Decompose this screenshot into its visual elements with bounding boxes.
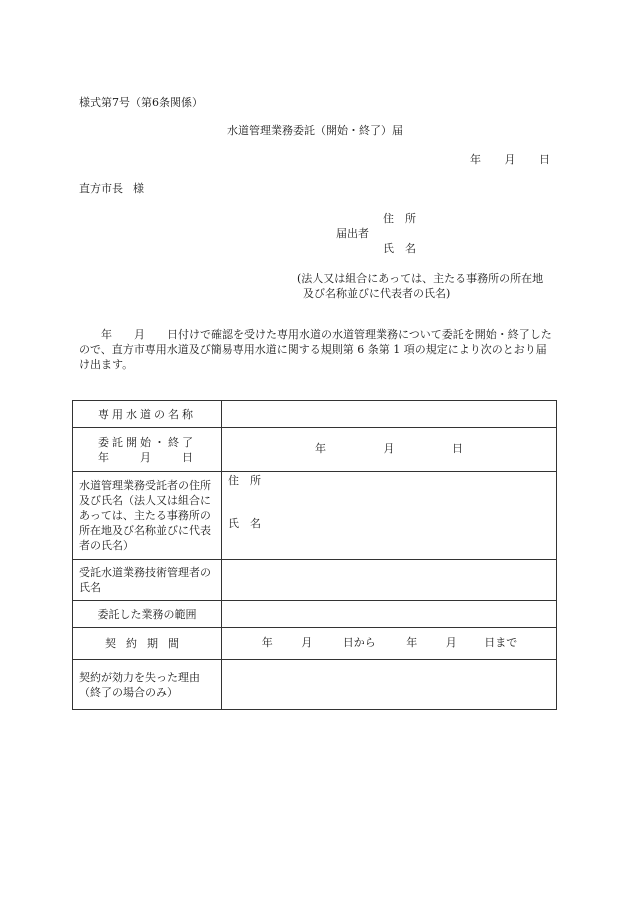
label-contract-period: 契約期間 xyxy=(73,628,222,660)
notifier-address-label: 住 所 xyxy=(383,212,416,225)
row-termination-reason xyxy=(73,660,557,710)
value-waterworks-name[interactable] xyxy=(222,401,557,428)
period-to-year: 年 xyxy=(406,636,418,650)
label-technical-manager: 受託水道業務技術管理者の氏名 xyxy=(73,560,222,601)
form-number: 様式第7号（第6条関係） xyxy=(79,96,203,109)
notifier-label: 届出者 xyxy=(336,227,369,240)
value-technical-manager[interactable] xyxy=(222,560,557,601)
value-contractor[interactable] xyxy=(222,472,557,560)
date-month: 月 xyxy=(504,153,516,166)
row-contract-period xyxy=(73,628,557,660)
label-contractor: 水道管理業務受託者の住所及び氏名（法人又は組合にあっては、主たる事務所の所在地及び名称並びに代表者の氏名） xyxy=(73,472,222,560)
row-technical-manager xyxy=(73,560,557,601)
submission-date xyxy=(450,153,550,167)
period-from-month: 月 xyxy=(301,636,313,650)
period-to-day: 日まで xyxy=(484,636,518,650)
contractor-address-label: 住 所 xyxy=(228,474,261,487)
row-scope xyxy=(73,601,557,628)
row-contractor xyxy=(73,472,557,560)
label-scope: 委託した業務の範囲 xyxy=(73,601,222,628)
value-contract-period[interactable] xyxy=(222,628,557,660)
date-day: 日 xyxy=(539,153,550,166)
notification-table xyxy=(72,400,557,710)
value-scope[interactable] xyxy=(222,601,557,628)
commission-month: 月 xyxy=(383,442,395,456)
recipient xyxy=(79,182,144,196)
period-to-month: 月 xyxy=(445,636,457,650)
recipient-honorific: 様 xyxy=(133,182,144,195)
notifier-name-label: 氏 名 xyxy=(383,242,416,255)
commission-day: 日 xyxy=(452,442,463,456)
label-termination-reason: 契約が効力を失った理由（終了の場合のみ） xyxy=(73,660,222,710)
period-from-year: 年 xyxy=(261,636,273,650)
period-from-day: 日から xyxy=(342,636,376,650)
row-waterworks-name xyxy=(73,401,557,428)
label-commission-date-line-1: 委託開始・終了 xyxy=(98,435,196,449)
contractor-name-label: 氏 名 xyxy=(228,517,261,530)
date-year: 年 xyxy=(470,153,481,166)
document-title: 水道管理業務委託（開始・終了）届 xyxy=(227,124,403,137)
value-termination-reason[interactable] xyxy=(222,660,557,710)
recipient-name: 直方市長 xyxy=(79,182,123,195)
label-commission-date xyxy=(73,428,222,472)
row-commission-date xyxy=(73,428,557,472)
note-line-2: 及び名称並びに代表者の氏名) xyxy=(303,287,451,300)
body-paragraph: 年 月 日付けで確認を受けた専用水道の水道管理業務について委託を開始・終了したので、直方市専用水道及び簡易専用水道に関する規則第 6 条第 1 項の規定により次のとおり届け出ます。 xyxy=(79,328,552,371)
commission-year: 年 xyxy=(315,442,326,456)
value-commission-date[interactable] xyxy=(222,428,557,472)
label-commission-date-line-2: 年 月 日 xyxy=(98,450,196,464)
corporation-note xyxy=(297,271,543,301)
note-line-1: (法人又は組合にあっては、主たる事務所の所在地 xyxy=(297,272,544,285)
label-waterworks-name: 専用水道の名称 xyxy=(73,401,222,428)
